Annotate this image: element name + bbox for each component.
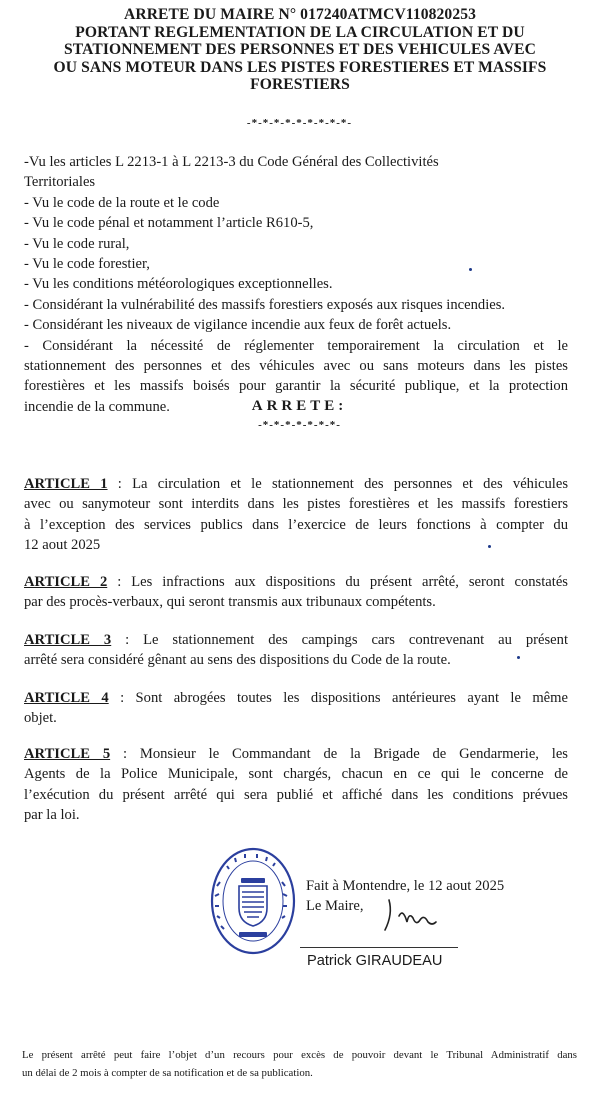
article-line: à l’exception des services publics dans l’exercice de leurs fonctions à compter du xyxy=(24,516,568,533)
prelim-line: - Vu le code de la route et le code xyxy=(24,194,220,211)
article-line xyxy=(24,688,568,708)
prelim-line: forestières et les massifs boisés pour garantir la sécurité publique, et la protection xyxy=(24,378,568,395)
title-line: FORESTIERS xyxy=(250,76,350,94)
prelim-line: Territoriales xyxy=(24,174,96,191)
article-line xyxy=(24,474,568,494)
prelim-line: - Vu le code pénal et notamment l’article R610-5, xyxy=(24,215,314,232)
article-line: 12 aout 2025 xyxy=(24,537,101,554)
article-3 xyxy=(24,630,568,671)
article-line: avec ou sanymoteur sont interdits dans les pistes forestières et les massifs forestiers xyxy=(24,496,568,513)
article-2 xyxy=(24,572,568,613)
article-line xyxy=(24,744,568,764)
scan-speck xyxy=(488,545,491,548)
article-line: par des procès-verbaux, qui seront transmis aux tribunaux compétents. xyxy=(24,594,436,611)
article-text: : Monsieur le Commandant de la Brigade de Gendarmerie, les xyxy=(110,746,568,762)
prelim-line: stationnement des personnes et des véhicules avec ou sans moteurs dans les pistes xyxy=(24,358,568,375)
article-line: objet. xyxy=(24,710,57,727)
municipal-seal-icon xyxy=(209,846,297,956)
article-line: Agents de la Police Municipale, sont chargés, chacun en ce qui le concerne de xyxy=(24,766,568,783)
title-separator: -*-*-*-*-*-*-*-*-*- xyxy=(246,117,353,129)
scan-speck xyxy=(517,656,520,659)
title-line: OU SANS MOTEUR DANS LES PISTES FORESTIERES ET MASSIFS xyxy=(53,58,547,76)
prelim-line: incendie de la commune. xyxy=(24,398,170,415)
arrete-heading: ARRETE: xyxy=(251,398,348,414)
article-text: : Le stationnement des campings cars contrevenant au présent xyxy=(111,632,569,648)
article-line: arrêté sera considéré gênant au sens des dispositions du Code de la route. xyxy=(24,652,451,669)
footer-notice xyxy=(22,1046,577,1082)
prelim-line: - Considérant les niveaux de vigilance incendie aux feux de forêt actuels. xyxy=(24,317,452,334)
prelim-line: - Considérant la vulnérabilité des massifs forestiers exposés aux risques incendies. xyxy=(24,296,506,313)
prelim-line: - Vu le code forestier, xyxy=(24,256,150,273)
article-line xyxy=(24,572,568,592)
prelim-line: -Vu les articles L 2213-1 à L 2213-3 du Code Général des Collectivités xyxy=(24,154,439,170)
signer-name: Patrick GIRAUDEAU xyxy=(307,953,443,969)
scan-speck xyxy=(469,268,472,271)
prelim-line: - Vu le code rural, xyxy=(24,235,130,252)
article-5 xyxy=(24,744,568,826)
title-line: PORTANT REGLEMENTATION DE LA CIRCULATION ET DU xyxy=(75,23,525,41)
arrete-separator: -*-*-*-*-*-*-*- xyxy=(258,419,341,431)
document-title xyxy=(40,6,560,94)
article-text: : La circulation et le stationnement des personnes et des véhicules xyxy=(107,476,569,492)
article-text: : Les infractions aux dispositions du présent arrêté, seront constatés xyxy=(107,574,568,590)
footer-line: Le présent arrêté peut faire l’objet d’un recours pour excès de pouvoir devant le Tribunal Administratif dans xyxy=(22,1049,577,1061)
footer-line: un délai de 2 mois à compter de sa notification et de sa publication. xyxy=(22,1067,313,1079)
preliminary-considerations xyxy=(24,152,568,417)
title-line: ARRETE DU MAIRE N° 017240ATMCV110820253 xyxy=(123,6,477,23)
prelim-line: - Considérant la nécessité de réglementer temporairement la circulation et le xyxy=(24,337,568,354)
article-1 xyxy=(24,474,568,556)
handwritten-signature-icon xyxy=(375,896,445,936)
article-label: ARTICLE 5 xyxy=(24,746,111,762)
article-label: ARTICLE 4 xyxy=(24,690,109,706)
article-line: par la loi. xyxy=(24,807,80,824)
article-text: : Sont abrogées toutes les dispositions antérieures ayant le même xyxy=(108,690,568,706)
article-4 xyxy=(24,688,568,729)
article-line: l’exécution du présent arrêté qui sera publié et affiché dans les conditions prévues xyxy=(24,786,568,803)
article-label: ARTICLE 3 xyxy=(24,632,112,648)
signature-rule xyxy=(300,947,458,948)
title-line: STATIONNEMENT DES PERSONNES ET DES VEHICULES AVEC xyxy=(64,41,536,59)
signature-place-date: Fait à Montendre, le 12 aout 2025 xyxy=(306,878,505,894)
article-label: ARTICLE 2 xyxy=(24,574,108,590)
prelim-line: - Vu les conditions météorologiques exceptionnelles. xyxy=(24,276,333,293)
article-label: ARTICLE 1 xyxy=(24,476,108,492)
signature-role: Le Maire, xyxy=(306,898,364,914)
article-line xyxy=(24,630,568,650)
